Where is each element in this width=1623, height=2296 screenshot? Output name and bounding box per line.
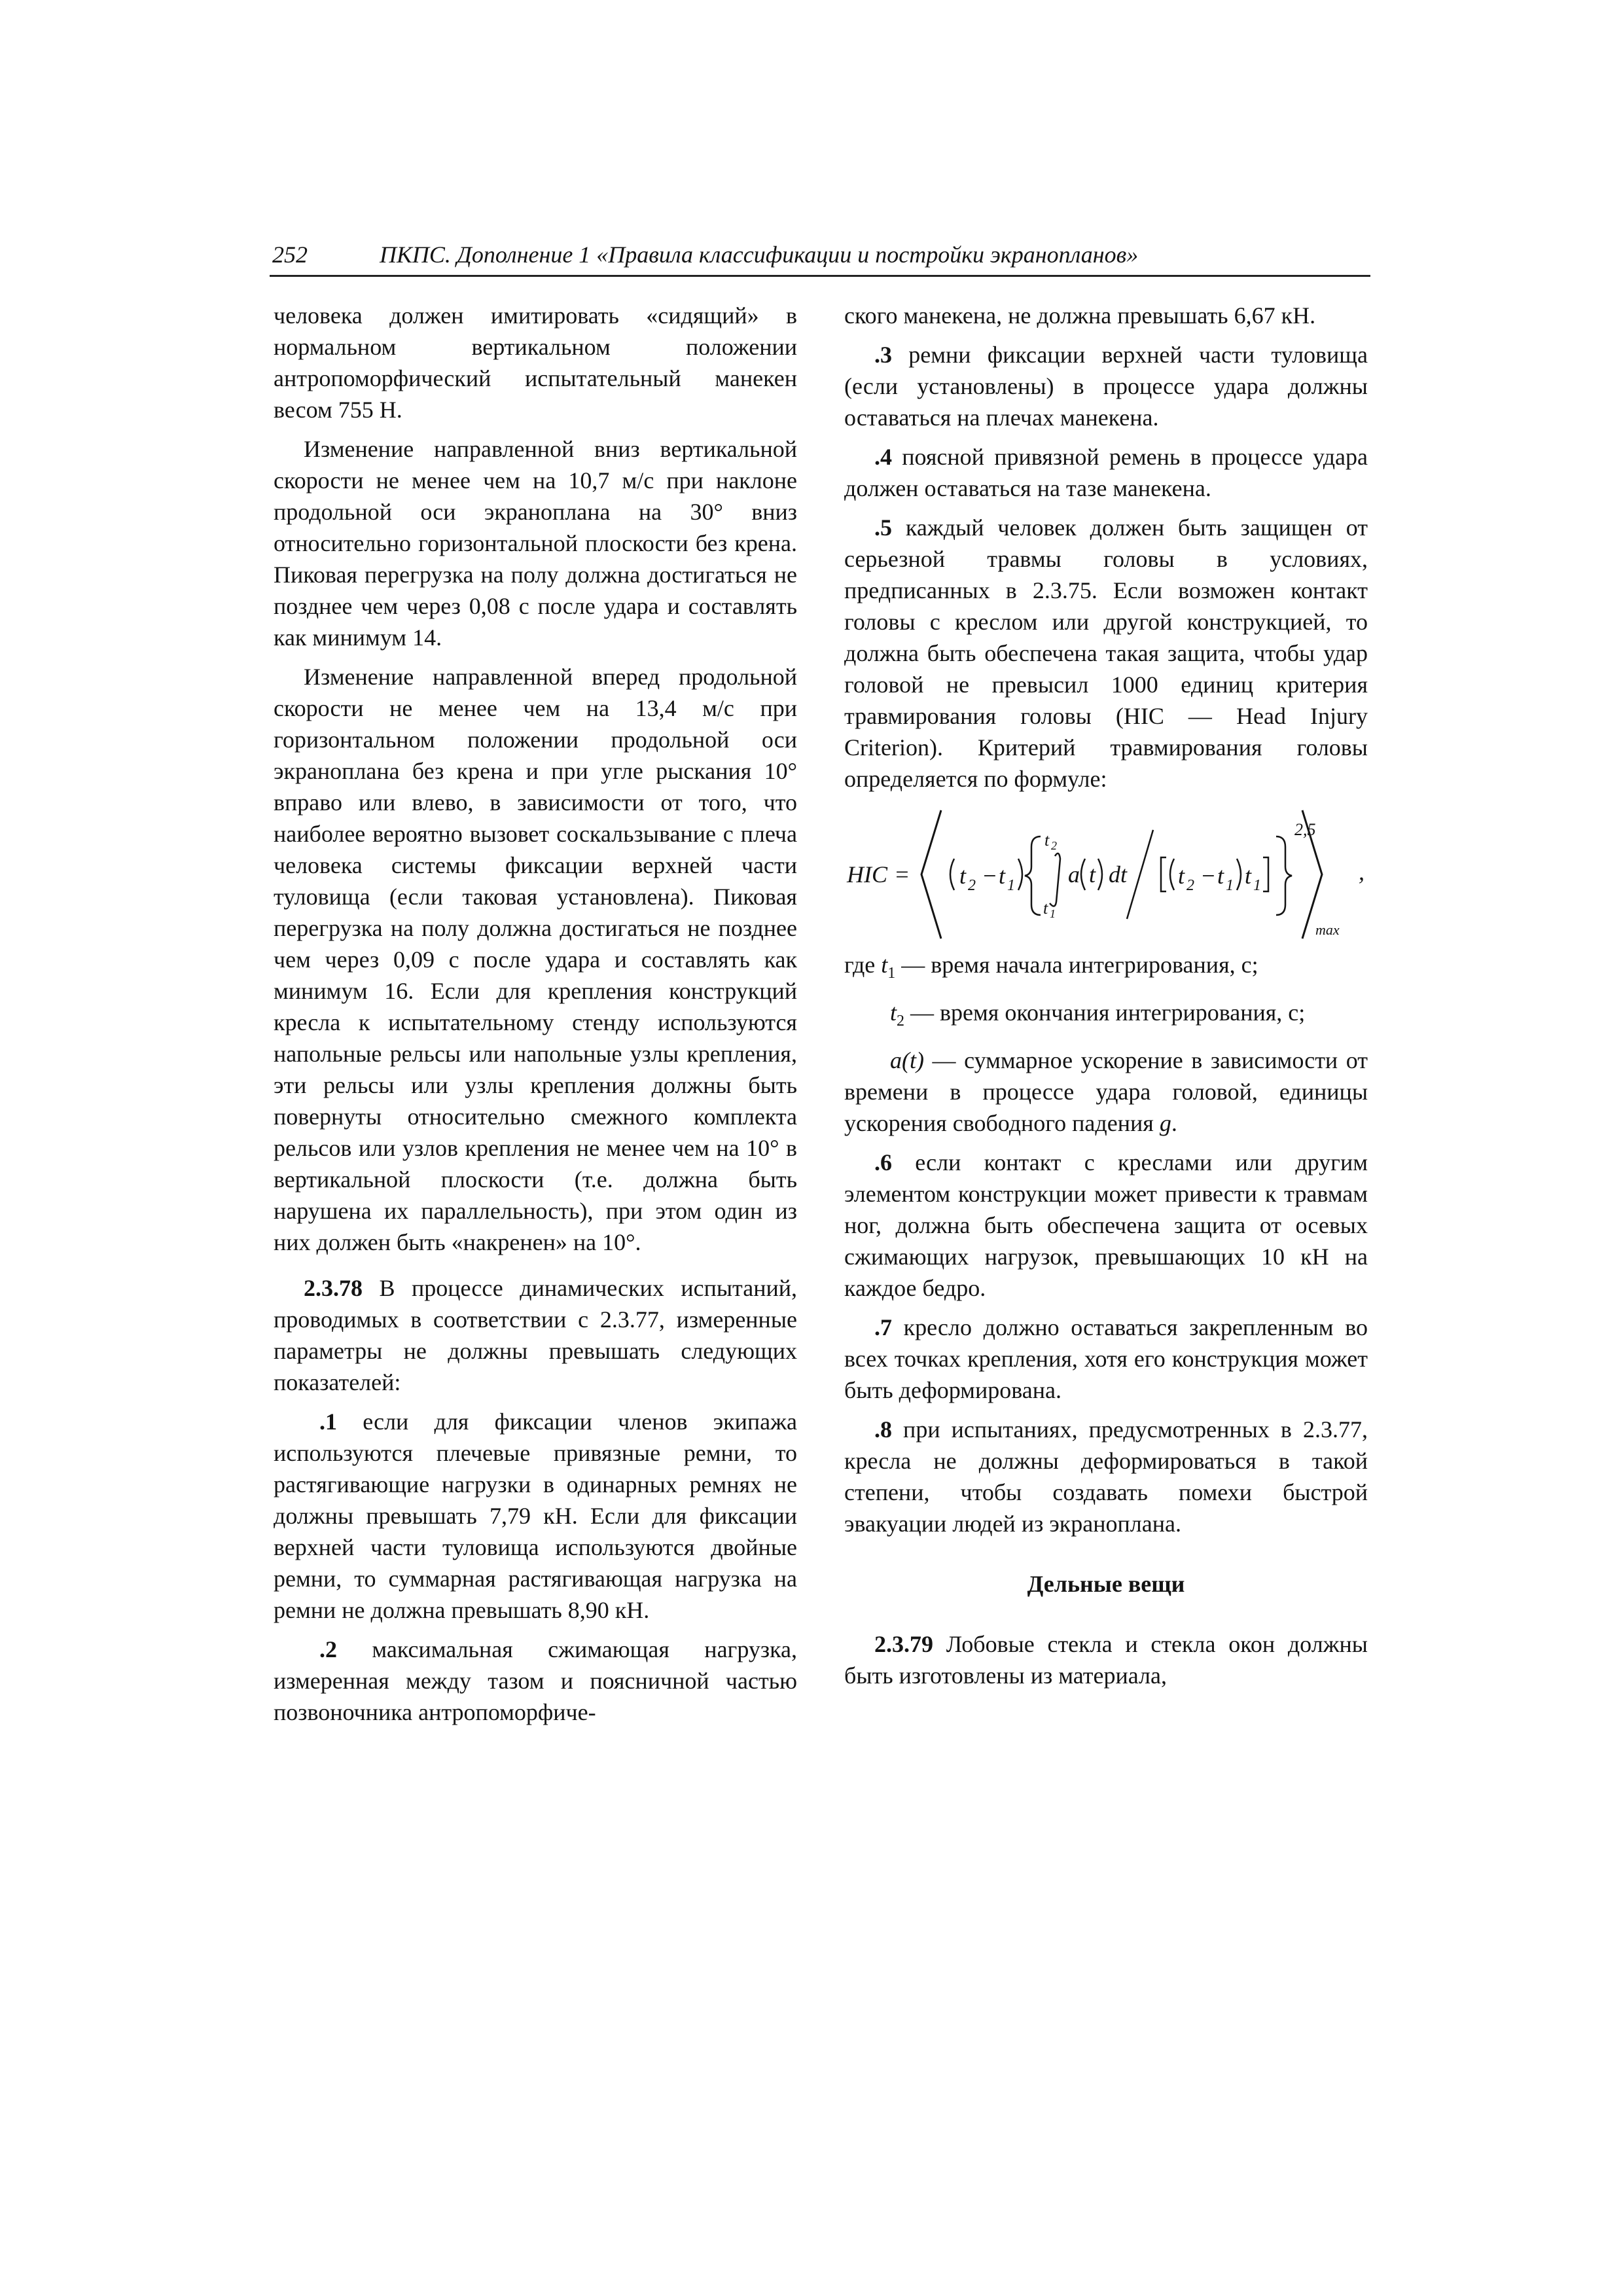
item-text: кресло должно оставаться закрепленным во всех точках крепления, хотя его конструкция может быть деформирована. [844, 1314, 1368, 1404]
item-1 [274, 1406, 797, 1626]
right-bracket [1263, 857, 1268, 891]
item-number: .5 [874, 514, 892, 541]
clause-text: Лобовые стекла и стекла окон должны быть изготовлены из материала, [844, 1631, 1368, 1689]
paragraph-2-3-78 [274, 1272, 797, 1398]
lower-limit-sub: 1 [1050, 907, 1056, 920]
paragraph: Изменение направленной вниз вертикальной скорости не менее чем на 10,7 м/с при наклоне продольной оси экраноплана на 30° вниз относительно горизонтальной плоскости без крена. Пиковая перегрузка на полу должна достигаться не позднее чем через 0,08 с после удара и составлять как минимум 14. [274, 436, 797, 651]
paragraph: человека должен имитировать «сидящий» в нормальном вертикальном положении антропоморфический испытательный манекен весом 755 Н. [274, 302, 797, 423]
item-text: поясной привязной ремень в процессе удара должен оставаться на тазе манекена. [844, 444, 1368, 501]
integral-sign [1050, 853, 1060, 906]
item-8 [844, 1414, 1368, 1539]
upper-limit-sub: 2 [1051, 839, 1057, 852]
def-prefix: где [844, 952, 882, 978]
item-text: максимальная сжимающая нагрузка, измеренная между тазом и поясничной частью позвоночника антропоморфиче- [274, 1636, 797, 1725]
sub-2: 2 [1186, 877, 1194, 894]
sym-t2: t [959, 863, 967, 889]
formula-comma: , [1359, 859, 1364, 885]
def-subscript: 1 [887, 965, 896, 982]
item-4 [844, 441, 1368, 504]
sym-t2: t [1178, 863, 1185, 889]
item-number: .4 [874, 444, 892, 470]
sym-t1: t [1245, 863, 1252, 889]
hic-formula-svg [844, 804, 1368, 944]
hic-formula [844, 804, 1368, 944]
item-5 [844, 512, 1368, 795]
minus: − [1200, 863, 1217, 889]
left-angle-bracket [921, 810, 941, 939]
definition-t2 [844, 997, 1368, 1037]
clause-text: В процессе динамических испытаний, проводимых в соответствии с 2.3.77, измеренные параметры не должны превышать следующих показателей: [274, 1275, 797, 1395]
section-heading: Дельные вещи [1027, 1571, 1185, 1598]
running-title: ПКПС. Дополнение 1 «Правила классификации и постройки экранопланов» [380, 242, 1139, 268]
sym-t1: t [999, 863, 1006, 889]
def-symbol: t [890, 999, 897, 1026]
def-text: — время окончания интегрирования, с; [904, 999, 1306, 1026]
item-number: .3 [874, 342, 892, 368]
paragraph-2-3-79 [844, 1628, 1368, 1691]
sub-1: 1 [1007, 877, 1015, 894]
sym-t1: t [1217, 863, 1224, 889]
clause-number: 2.3.79 [874, 1631, 933, 1658]
item-text: при испытаниях, предусмотренных в 2.3.77, кресла не должны деформироваться в такой степени, чтобы создавать помехи быстрой эвакуации людей из экраноплана. [844, 1416, 1368, 1537]
formula-lhs: HIC [847, 861, 887, 888]
right-column [844, 300, 1368, 1699]
item-3 [844, 339, 1368, 433]
formula-eq: = [894, 861, 910, 888]
sub-1: 1 [1226, 877, 1234, 894]
def-text: — время начала интегрирования, с; [895, 952, 1258, 978]
paragraph: Изменение направленной вперед продольной скорости не менее чем на 13,4 м/с при горизонтальном положении продольной оси экраноплана без крена и при угле рыскания 10° вправо или влево, в зависимости от того, что наиболее вероятно вызовет соскальзывание с плеча человека системы фиксации верхней части туловища (если таковая установлена). Пиковая перегрузка на полу должна достигаться не позднее чем через 0,09 с после удара и составлять как минимум 16. Если для крепления конструкций кресла к испытательному стенду используются напольные рельсы или напольные узлы крепления, эти рельсы или узлы крепления должны быть повернуты относительно смежного комплекта рельсов или узлов крепления не менее чем на 10° в вертикальной плоскости (т.е. должна быть нарушена их параллельность), при этом один из них должен быть «накренен» на 10°. [274, 664, 797, 1255]
division-slash [1127, 830, 1153, 919]
item-number: .7 [874, 1314, 892, 1341]
max-subscript: max [1315, 922, 1340, 938]
paren [1081, 859, 1085, 890]
exponent: 2,5 [1294, 820, 1316, 839]
paren [1098, 859, 1102, 890]
clause-number: 2.3.78 [304, 1275, 363, 1301]
running-header [270, 237, 1370, 277]
sub-2: 2 [968, 877, 976, 894]
def-g: g [1159, 1110, 1171, 1137]
item-number: .1 [319, 1408, 337, 1435]
minus: − [982, 863, 998, 889]
sub-1: 1 [1253, 877, 1261, 894]
definition-a [844, 1045, 1368, 1139]
paren [1237, 859, 1241, 890]
sym-t: t [1089, 861, 1096, 888]
def-symbol: t [881, 952, 888, 978]
sym-a: a [1068, 861, 1080, 888]
item-7 [844, 1312, 1368, 1406]
paragraph: ского манекена, не должна превышать 6,67 кН. [844, 302, 1316, 329]
item-text: ремни фиксации верхней части туловища (если установлены) в процессе удара должны оставаться на плечах манекена. [844, 342, 1368, 431]
item-text: каждый человек должен быть защищен от серьезной травмы головы в условиях, предписанных в 2.3.75. Если возможен контакт головы с креслом или другой конструкцией, то должна быть обеспечена такая защита, чтобы удар головой не превысил 1000 единиц критерия травмирования головы (HIC — Head Injury Criterion). Критерий травмирования головы определяется по формуле: [844, 514, 1368, 792]
item-6 [844, 1147, 1368, 1304]
item-number: .8 [874, 1416, 892, 1443]
lower-limit: t [1043, 899, 1048, 918]
definition-t1 [844, 949, 1368, 989]
left-bracket [1161, 857, 1166, 891]
upper-limit: t [1044, 831, 1050, 850]
left-brace [1025, 836, 1041, 915]
sym-dt: dt [1109, 861, 1128, 888]
right-brace [1276, 836, 1292, 915]
def-subscript: 2 [897, 1013, 905, 1030]
item-2 [274, 1634, 797, 1728]
page-number: 252 [272, 242, 308, 268]
left-column [274, 300, 797, 1736]
def-text: — суммарное ускорение в зависимости от времени в процессе удара головой, единицы ускорения свободного падения [844, 1047, 1368, 1137]
paren [1018, 859, 1022, 890]
item-number: .6 [874, 1149, 892, 1176]
def-end: . [1171, 1110, 1177, 1137]
item-text: если контакт с креслами или другим элементом конструкции может привести к травмам ног, должна быть обеспечена защита от осевых сжимающих нагрузок, превышающих 10 кН на каждое бедро. [844, 1149, 1368, 1302]
paren [1170, 859, 1174, 890]
def-symbol: a(t) [890, 1047, 924, 1074]
paren [950, 859, 954, 890]
item-number: .2 [319, 1636, 337, 1662]
item-text: если для фиксации членов экипажа используются плечевые привязные ремни, то растягивающие нагрузки в одинарных ремнях не должны превышать 7,79 кН. Если для фиксации верхней части туловища используются двойные ремни, то суммарная растягивающая нагрузка на ремни не должна превышать 8,90 кН. [274, 1408, 797, 1623]
